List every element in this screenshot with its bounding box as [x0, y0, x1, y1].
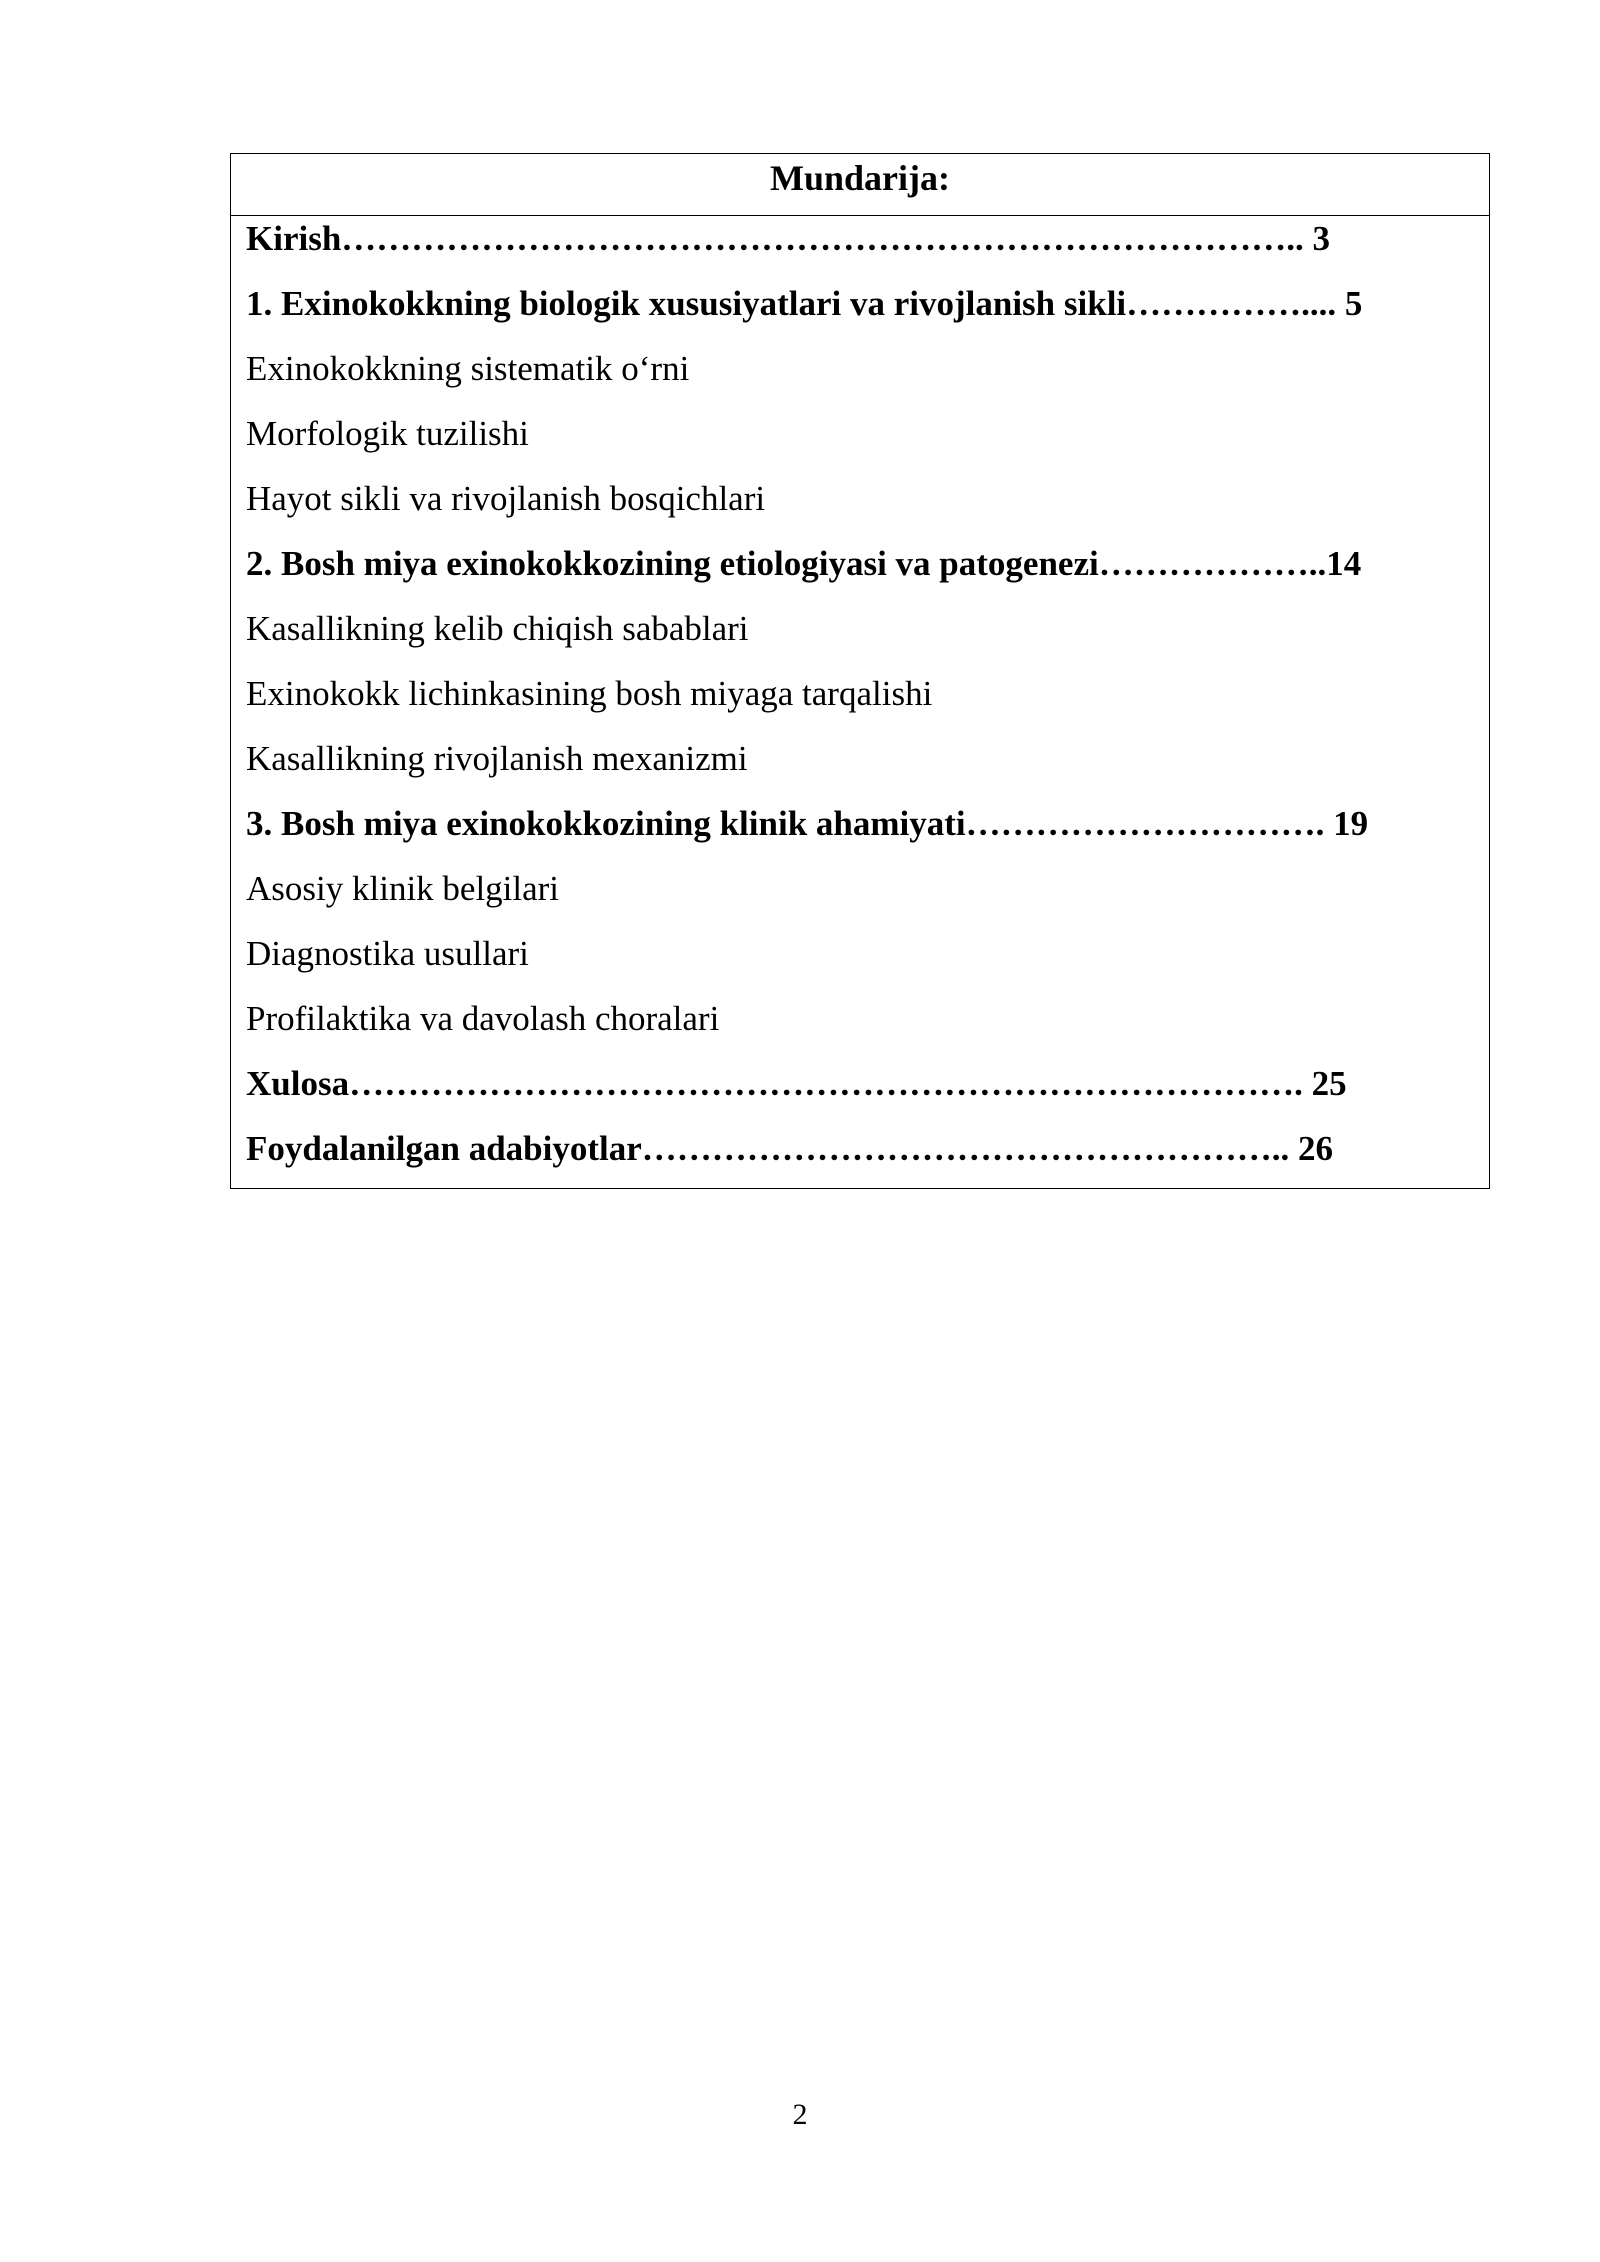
toc-entry-subsection: Diagnostika usullari [246, 934, 529, 973]
toc-entry-kirish: Kirish……………………………………………………………………….. 3 [246, 219, 1331, 258]
toc-entry-chapter-2: 2. Bosh miya exinokokkozining etiologiyasi va patogenezi………………..14 [246, 544, 1362, 583]
toc-entry-subsection: Kasallikning rivojlanish mexanizmi [246, 739, 748, 778]
toc-entry-subsection: Profilaktika va davolash choralari [246, 999, 720, 1038]
toc-list [231, 216, 1489, 1191]
toc-entry-chapter-3: 3. Bosh miya exinokokkozining klinik ahamiyati…………………………. 19 [246, 804, 1369, 843]
toc-entry-subsection: Kasallikning kelib chiqish sabablari [246, 609, 749, 648]
table-of-contents [230, 153, 1490, 1189]
toc-entry-subsection: Asosiy klinik belgilari [246, 869, 560, 908]
toc-entry-subsection: Exinokokkning sistematik o‘rni [246, 349, 690, 388]
page-number: 2 [792, 2098, 808, 2131]
toc-entry-references: Foydalanilgan adabiyotlar……………………………………………….. 26 [246, 1129, 1334, 1168]
toc-title: Mundarija: [231, 154, 1489, 216]
toc-entry-chapter-1: 1. Exinokokkning biologik xususiyatlari va rivojlanish sikli…………….... 5 [246, 284, 1363, 323]
toc-entry-subsection: Hayot sikli va rivojlanish bosqichlari [246, 479, 766, 518]
toc-entry-xulosa: Xulosa………………………………………………………………………. 25 [246, 1064, 1347, 1103]
toc-entry-subsection: Morfologik tuzilishi [246, 414, 529, 453]
toc-entry-subsection: Exinokokk lichinkasining bosh miyaga tarqalishi [246, 674, 933, 713]
